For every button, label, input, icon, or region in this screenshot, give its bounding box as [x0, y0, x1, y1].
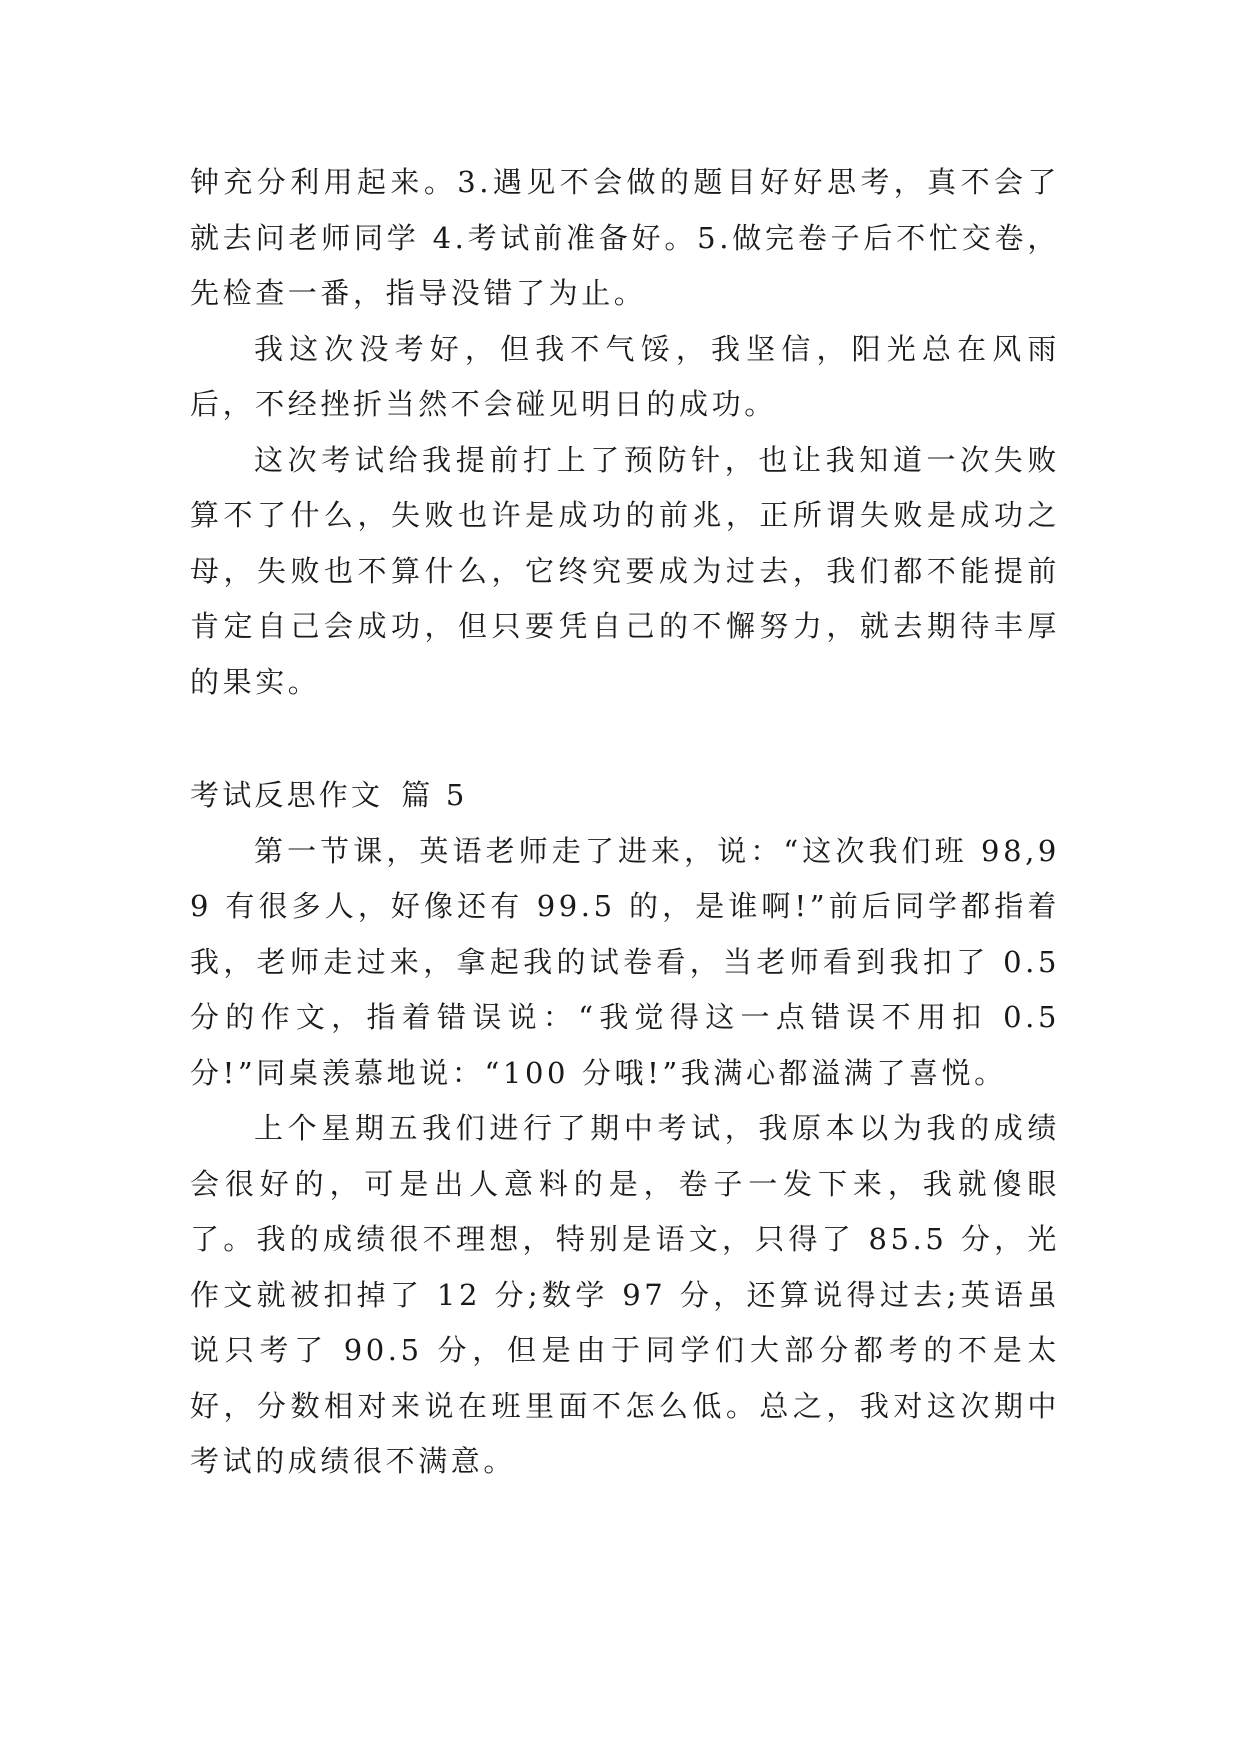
document-body: [190, 155, 1060, 1490]
section-heading: [190, 768, 1060, 824]
section-title: 考试反思作文: [190, 778, 384, 812]
paragraph-not-discouraged: 我这次没考好，但我不气馁，我坚信，阳光总在风雨后，不经挫折当然不会碰见明日的成功。: [190, 331, 1060, 421]
section-number: 篇 5: [401, 778, 468, 812]
paragraph-continuation: 钟充分利用起来。3.遇见不会做的题目好好思考，真不会了就去问老师同学 4.考试前准备好。5.做完卷子后不忙交卷，先检查一番，指导没错了为止。: [190, 165, 1060, 310]
paragraph-lesson-learned: 这次考试给我提前打上了预防针，也让我知道一次失败算不了什么，失败也许是成功的前兆，正所谓失败是成功之母，失败也不算什么，它终究要成为过去，我们都不能提前肯定自己会成功，但只要凭自己的不懈努力，就去期待丰厚的果实。: [190, 442, 1060, 699]
paragraph-english-class: 第一节课，英语老师走了进来，说：“这次我们班 98,99 有很多人，好像还有 99.5 的，是谁啊!”前后同学都指着我，老师走过来，拿起我的试卷看，当老师看到我扣了 0.5 分的作文，指着错误说：“我觉得这一点错误不用扣 0.5 分!”同桌羡慕地说：“100 分哦!”我满心都溢满了喜悦。: [190, 833, 1060, 1090]
paragraph-midterm-results: 上个星期五我们进行了期中考试，我原本以为我的成绩会很好的，可是出人意料的是，卷子一发下来，我就傻眼了。我的成绩很不理想，特别是语文，只得了 85.5 分，光作文就被扣掉了 12 分;数学 97 分，还算说得过去;英语虽说只考了 90.5 分，但是由于同学们大部分都考的不是太好，分数相对来说在班里面不怎么低。总之，我对这次期中考试的成绩很不满意。: [190, 1111, 1060, 1478]
